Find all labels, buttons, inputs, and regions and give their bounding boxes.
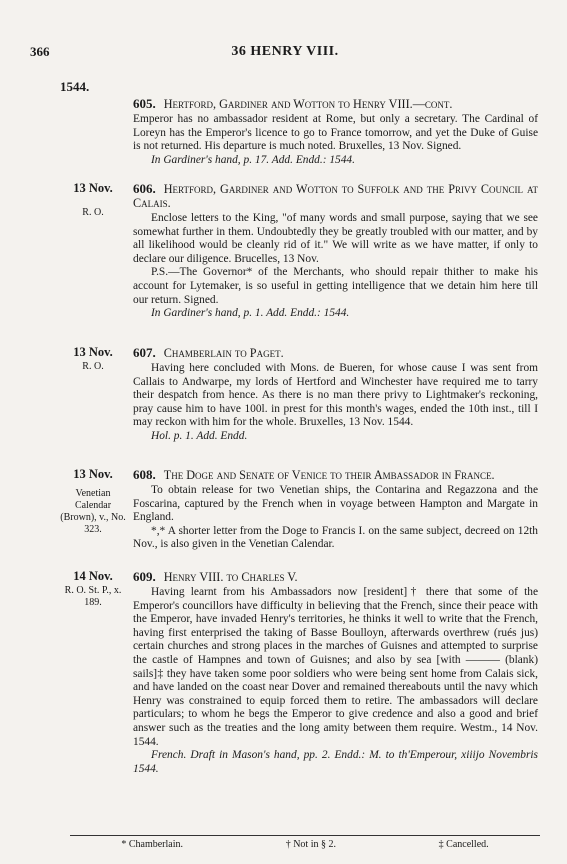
entry-number: 606. bbox=[133, 181, 156, 196]
entry-source: R. O. bbox=[82, 207, 104, 218]
entry-date: 13 Nov. bbox=[73, 467, 113, 481]
entry-title bbox=[133, 182, 538, 210]
entry-paragraph: Enclose letters to the King, "of many words and small purpose, saying that we see somewhat further in them. Undoubtedly they be greatly troubled with our matter, and by all likelihood would be cleanly rid of it." We will write as we have matter, if only to declare our diligence. Brucelles, 13 Nov. bbox=[133, 212, 538, 265]
entry-note: In Gardiner's hand, p. 1. Add. Endd.: 1544. bbox=[151, 307, 350, 320]
entry-title bbox=[133, 97, 538, 111]
entry-margin bbox=[58, 346, 128, 373]
entry-paragraph: To obtain release for two Venetian ships, the Contarina and Regazzona and the Foscarina, captured by the French when in voyage between Hampton and Margate in England. bbox=[133, 484, 538, 524]
page-number: 366 bbox=[30, 44, 50, 59]
footnote: † Not in § 2. bbox=[285, 839, 336, 850]
entry-title bbox=[133, 570, 538, 584]
entry-body bbox=[133, 468, 538, 552]
entry-date: 14 Nov. bbox=[73, 569, 113, 583]
entry-number: 607. bbox=[133, 345, 156, 360]
entry-date: 13 Nov. bbox=[73, 181, 113, 195]
entry-body bbox=[133, 97, 538, 167]
entry-margin bbox=[58, 468, 128, 536]
entry-note: In Gardiner's hand, p. 17. Add. Endd.: 1544. bbox=[151, 153, 355, 166]
entry-number: 608. bbox=[133, 467, 156, 482]
entry-number: 609. bbox=[133, 569, 156, 584]
entry-date: 13 Nov. bbox=[73, 345, 113, 359]
entry-heading: Chamberlain to Paget. bbox=[163, 346, 284, 360]
footnotes bbox=[70, 835, 540, 850]
running-head: 36 HENRY VIII. bbox=[231, 44, 339, 59]
entry-heading: Hertford, Gardiner and Wotton to Henry VIII.—cont. bbox=[163, 97, 453, 111]
entry-margin bbox=[58, 570, 128, 609]
year-label: 1544. bbox=[60, 79, 90, 94]
entry-body bbox=[133, 346, 538, 444]
entry-note: Hol. p. 1. Add. Endd. bbox=[151, 429, 248, 442]
entry-body bbox=[133, 570, 538, 776]
entry-paragraph: *,* A shorter letter from the Doge to Francis I. on the same subject, decreed on 12th Nov., is also given in the Venetian Calendar. bbox=[133, 524, 538, 551]
entry-paragraph: Having here concluded with Mons. de Bueren, for whose cause I was sent from Callais to Andwarpe, my lords of Hertford and Winchester have required me to tarry their despatch from hence. As there is no man there privy to Lightmaker's reckoning, pray cause him to have 100l. in prest for this month's wages, ended the 10th inst., till I may reckon with him for the whole. Bruxelles, 13 Nov. 1544. bbox=[133, 362, 538, 429]
entry-paragraph: Having learnt from his Ambassadors now [resident]† there that some of the Emperor's councillors have difficulty in believing that the French, since their peace with the Emperor, have invaded Henry's territories, he thinks it well to write that the French, having first enterprised the taking of Basse Boulloyn, afterwards overthrew (rués jus) certain churches and strong places in the marches of Guisnes and attempted to surprise the castle of Hampnes and town of Guisnes; and also by sea [with ——— (blank) sails]‡ they have taken some poor soldiers who were being sent home from Calais sick, and have landed on the coast near Dover and remained thereabouts until the navy which Henry was constrained to equip forced them to retire. The ambassadors will declare particulars; to whom he begs the Emperor to give credence and also a good and brief answer such as the treaties and the long amity between them require. Westm., 14 Nov. 1544. bbox=[133, 586, 538, 748]
entry-note: French. Draft in Mason's hand, pp. 2. Endd.: M. to th'Emperour, xiiijo Novembris 1544. bbox=[133, 749, 538, 775]
entry-heading: Hertford, Gardiner and Wotton to Suffolk and the Privy Council at Calais. bbox=[133, 182, 538, 210]
entry-paragraph: P.S.—The Governor* of the Merchants, who should repair thither to make his account for Lytemaker, is so useful in getting intelligence that we detain him here till our return. Signed. bbox=[133, 266, 538, 306]
entry-source: R. O. bbox=[82, 361, 104, 372]
footnote: * Chamberlain. bbox=[121, 839, 183, 850]
entry-paragraph: Emperor has no ambassador resident at Rome, but only a secretary. The Cardinal of Loreyn has the Emperor's licence to go to France tomorrow, and yet the Duke of Guise is not returned. His departure is much noted. Bruxelles, 13 Nov. Signed. bbox=[133, 113, 538, 153]
entry-title bbox=[133, 346, 538, 360]
entry-body bbox=[133, 182, 538, 321]
entry-title bbox=[133, 468, 538, 482]
entry-margin bbox=[58, 182, 128, 219]
entry-heading: Henry VIII. to Charles V. bbox=[163, 570, 298, 584]
entry-number: 605. bbox=[133, 96, 156, 111]
footnote: ‡ Cancelled. bbox=[438, 839, 489, 850]
page-header bbox=[30, 44, 540, 64]
entry-source: Venetian Calendar (Brown), v., No. 323. bbox=[60, 488, 126, 535]
entry-source: R. O. St. P., x. 189. bbox=[64, 585, 122, 608]
entry-heading: The Doge and Senate of Venice to their Ambassador in France. bbox=[163, 468, 495, 482]
